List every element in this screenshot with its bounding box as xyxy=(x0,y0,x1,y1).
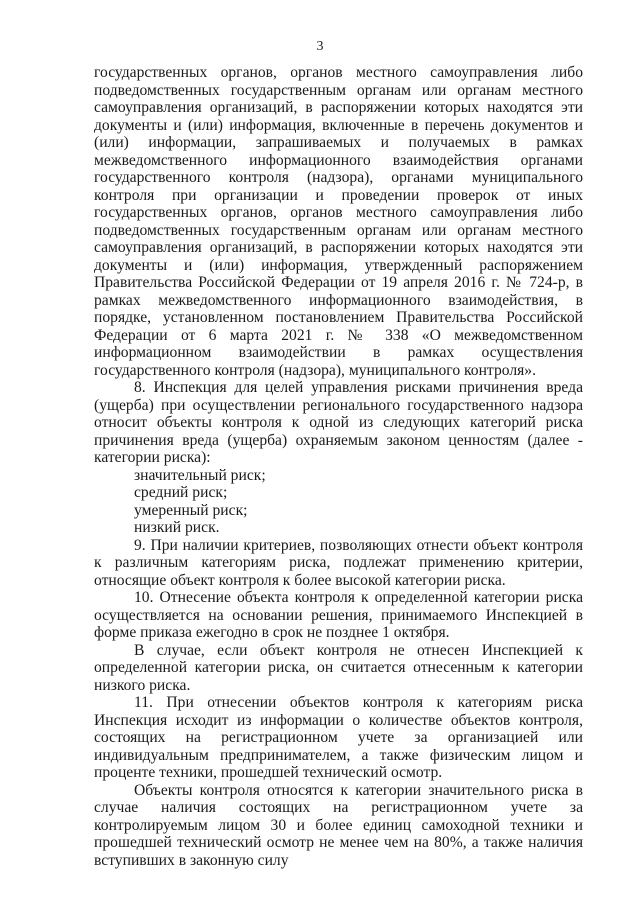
paragraph-item-10: 10. Отнесение объекта контроля к определенной категории риска осуществляется на основании решения, принимаемого Инспекцией в форме приказа ежегодно в срок не позднее 1 октября. xyxy=(94,589,583,641)
risk-category-medium: средний риск; xyxy=(134,484,228,501)
risk-category-moderate: умеренный риск; xyxy=(134,501,248,519)
risk-category-significant: значительный риск; xyxy=(134,466,266,484)
paragraph-item-9: 9. При наличии критериев, позволяющих отнести объект контроля к различным категориям риска, подлежат применению критерии, относящие объект контроля к более высокой категории риска. xyxy=(94,536,583,589)
paragraph-default-low-risk: В случае, если объект контроля не отнесен Инспекцией к определенной категории риска, он считается отнесенным к категории низкого риска. xyxy=(94,641,583,694)
paragraph-continuation: государственных органов, органов местного самоуправления либо подведомственных государственным органам или органам местного самоуправления организаций, в распоряжении которых находятся эти документы и (или) информация, включенные в перечень документов и (или) информации, запрашиваемых и получаемых в рамках межведомственного информационного взаимодействия органами государственного контроля (надзора), органами муниципального контроля при организации и проведении проверок от иных государственных органов, органов местного самоуправления либо подведомственных государственным органам или органам местного самоуправления организаций, в распоряжении которых находятся эти документы и (или) информация, утвержденный распоряжением Правительства Российской Федерации от 19 апреля 2016 г. № 724-р, в рамках межведомственного информационного взаимодействия, в порядке, установленном постановлением Правительства Российской Федерации от 6 марта 2021 г. № 338 «О межведомственном информационном взаимодействии в рамках осуществления государственного контроля (надзора), муниципального контроля». xyxy=(94,64,583,379)
page-number: 3 xyxy=(316,39,324,54)
document-body xyxy=(94,64,583,869)
paragraph-item-8: 8. Инспекция для целей управления рисками причинения вреда (ущерба) при осуществлении регионального государственного надзора относит объекты контроля к одной из следующих категорий риска причинения вреда (ущерба) охраняемым законом ценностям (далее - категории риска): xyxy=(94,379,583,466)
paragraph-significant-risk-criteria: Объекты контроля относятся к категории значительного риска в случае наличия состоящих на регистрационном учете за контролируемым лицом 30 и более единиц самоходной техники и прошедшей технический осмотр не менее чем на 80%, а также наличия вступивших в законную силу xyxy=(94,781,583,869)
risk-category-low: низкий риск. xyxy=(134,519,220,536)
paragraph-item-11: 11. При отнесении объектов контроля к категориям риска Инспекция исходит из информации о количестве объектов контроля, состоящих на регистрационном учете за организацией или индивидуальным предпринимателем, а также физическим лицом и проценте техники, прошедшей технический осмотр. xyxy=(94,694,583,781)
